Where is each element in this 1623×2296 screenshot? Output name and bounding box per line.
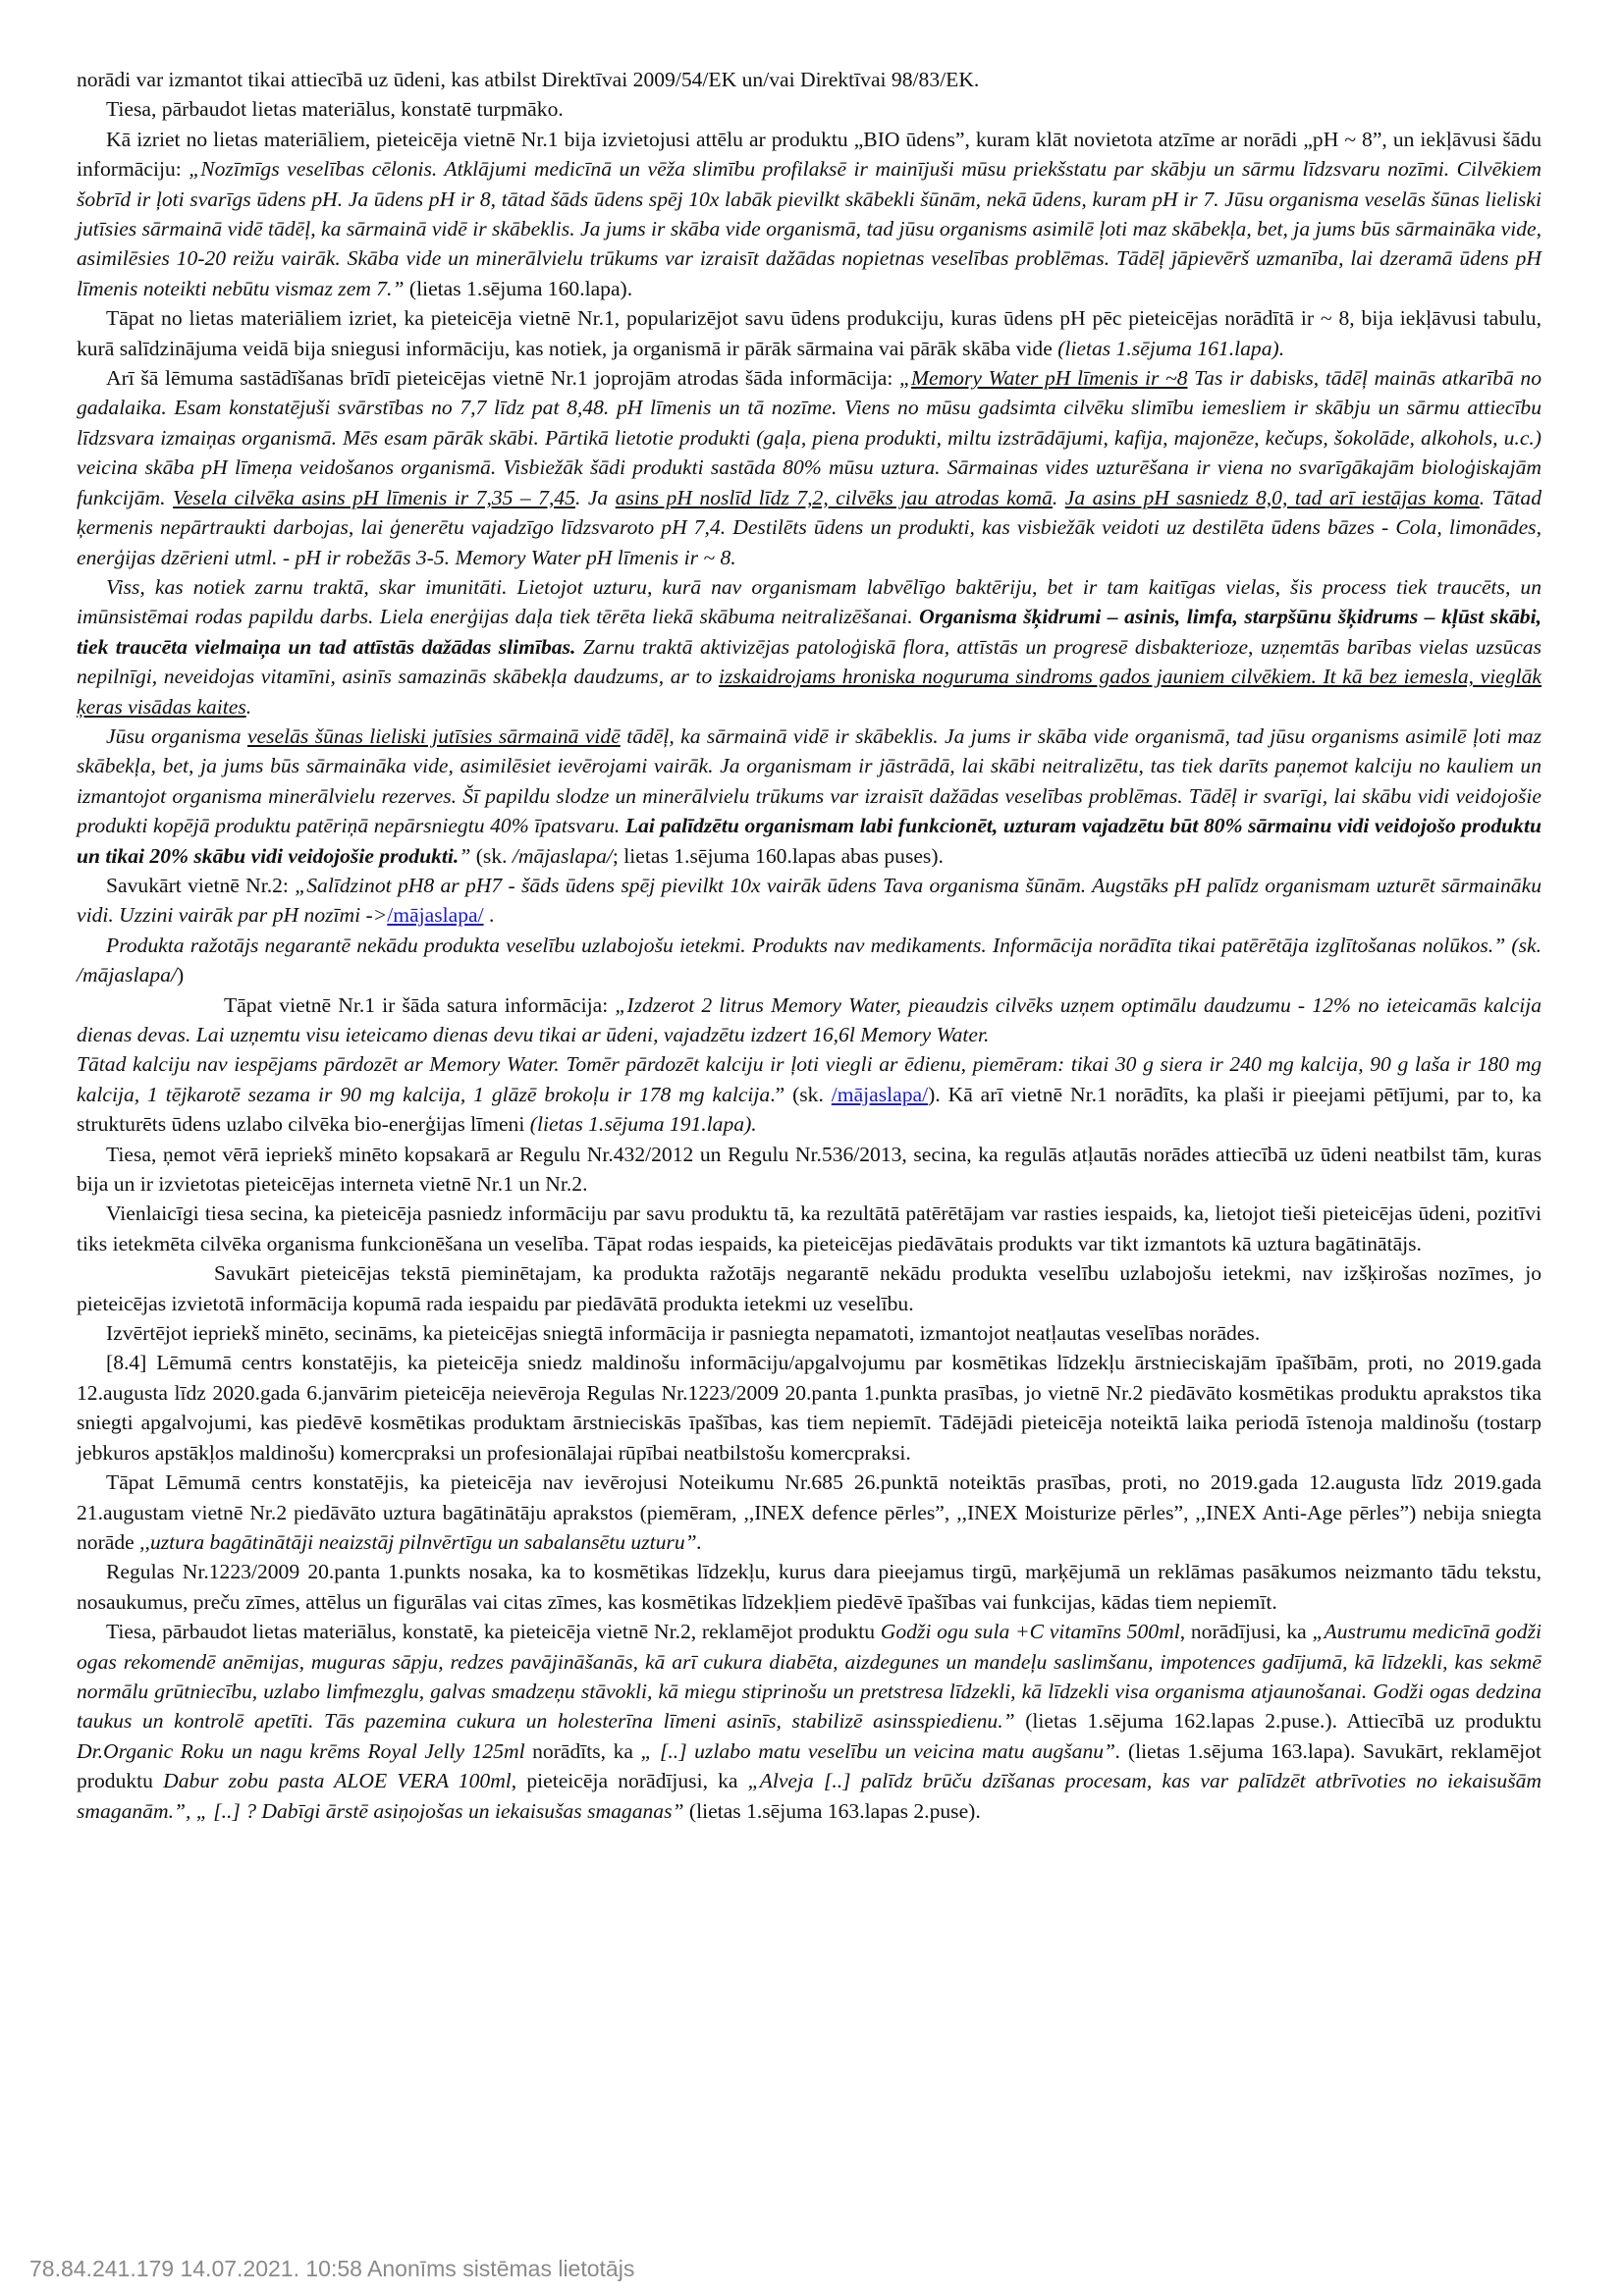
text-segment: Dabur zobu pasta ALOE VERA 100ml [163,1769,512,1793]
text-segment: /mājaslapa/ [512,843,613,868]
text-segment: Regulas Nr.1223/2009 20.panta 1.punkts nosaka, ka to kosmētikas līdzekļu, kurus dara pieejamus tirgū, marķējumā un reklāmas pasākumos neizmanto tādu tekstu, nosaukumus, preču zīmes, attēlus un figurālas vai citas zīmes, kas kosmētikas līdzekļiem piedēvē īpašības vai funkcijas, kādas tiem nepiemīt. [77,1560,1542,1614]
text-segment: Dr.Organic Roku un nagu krēms Royal Jelly 125ml [77,1738,525,1763]
text-segment: . Tātad ķermenis nepārtraukti darbojas, lai ģenerētu vajadzīgo līdzsvaroto pH 7,4. Destilēts ūdens un produkti, kas visbiežāk veidoti uz destilēta ūdens bāzes - Cola, limonādes, enerģijas dzērieni utml. - pH ir robežās 3-5. Memory Water pH līmenis ir ~ 8. [77,485,1542,569]
text-segment: norādīts, ka [524,1738,641,1763]
text-segment: Kā izriet no lietas materiāliem, pieteicēja vietnē Nr.1 bija izvietojusi attēlu ar produktu „BIO ūdens”, kuram klāt novietota atzīme ar norādi „pH ~ 8”, un iekļāvusi šādu informāciju: [77,127,1542,182]
text-segment: ,,uztura bagātinātāji neaizstāj pilnvērtīgu un sabalansētu uzturu”. [139,1529,703,1554]
website-link[interactable]: /mājaslapa/ [831,1082,929,1106]
paragraph [77,1199,1542,1258]
text-segment: (lietas 1.sējuma 161.lapa). [1057,336,1285,360]
paragraph [77,1617,1542,1826]
paragraph [77,94,1542,124]
text-segment: , norādījusi, ka [1179,1620,1313,1644]
text-segment: . [483,903,495,928]
text-segment: izskaidrojams hroniska noguruma sindroms gados jauniem cilvēkiem. It kā bez iemesla, vieglāk ķeras visādas kaites [77,665,1542,719]
text-segment: Viss, kas notiek zarnu traktā, skar imunitāti. Lietojot uzturu, kurā nav organismam labvēlīgo baktēriju, bet ir tam kaitīgas vielas, šis process tiek traucēts, un imūnsistēmai rodas papildu darbs. Liela enerģijas daļa tiek tērēta liekā skābuma neitralizēšanai. [77,574,1542,629]
text-segment: Tāpat vietnē Nr.1 ir šāda satura informācija: [224,992,616,1017]
text-segment: (lietas 1.sējuma 191.lapa). [529,1112,757,1137]
text-segment: (lietas 1.sējuma 162.lapas 2.puse.). Attiecībā uz produktu [1014,1709,1542,1734]
text-segment: , pieteicēja norādījusi, ka [511,1769,748,1793]
text-segment: „ [898,366,911,391]
text-segment: norādi var izmantot tikai attiecībā uz ūdeni, kas atbilst Direktīvai 2009/54/EK un/vai Direktīvai 98/83/EK. [77,68,980,91]
paragraph [77,65,1542,94]
text-segment: . [245,694,252,719]
text-segment: ). Kā arī vietnē Nr.1 norādīts, ka plaši ir pieejami pētījumi, par to, ka strukturēts ūdens uzlabo cilvēka bio-enerģijas līmeni [77,1082,1542,1137]
text-segment: Tiesa, pārbaudot lietas materiālus, konstatē turpmāko. [106,97,564,122]
text-segment: „Izdzerot 2 litrus Memory Water, pieaudzis cilvēks uzņem optimālu daudzumu - 12% no ieteicamās kalcija dienas devas. Lai uzņemtu visu ieteicamo dienas devu tikai ar ūdeni, vajadzētu izdzert 16,6l Memory Water. [77,992,1542,1046]
text-segment: Ja asins pH sasniedz 8,0, tad arī iestājas koma [1064,485,1480,509]
text-segment: „Nozīmīgs veselības cēlonis. Atklājumi medicīnā un vēža slimību profilaksē ir mainījuši mūsu priekšstatu par skābju un sārmu līdzsvaru nozīmi. Cilvēkiem šobrīd ir ļoti svarīgs ūdens pH. Ja ūdens pH ir 8, tātad šāds ūdens spēj 10x labāk pievilkt skābekli šūnām, nekā ūdens, kuram pH ir 7. Jūsu organisma veselās šūnas lieliski jutīsies sārmainā vidē tādēļ, ka sārmainā vidē ir skābeklis. Ja jums ir skāba vide organismā, tad jūsu organisms asimilē ļoti maz skābekļa, bet, ja jums būs sārmaināka vide, asimilēsies 10-20 reižu vairāk. Skāba vide un minerālvielu trūkums var izraisīt dažādas nopietnas veselības problēmas. Tādēļ jāpievērš uzmanība, lai dzeramā ūdens pH līmenis noteikti nebūtu vismaz zem 7.” [77,157,1542,300]
text-segment: asins pH noslīd līdz 7,2, cilvēks jau atrodas komā [615,485,1053,509]
paragraph [77,1318,1542,1348]
text-segment: [8.4] Lēmumā centrs konstatējis, ka pieteicēja sniedz maldinošu informāciju/apgalvojumu par kosmētikas līdzekļu ārstnieciskajām īpašībām, proti, no 2019.gada 12.augusta līdz 2020.gada 6.janvārim pieteicēja neievēroja Regulas Nr.1223/2009 20.panta 1.punkta prasības, jo vietnē Nr.2 piedāvāto kosmētikas produktu aprakstos tika sniegti apgalvojumi, kas piedēvē kosmētikas produktam ārstnieciskās īpašības, kas tiem nepiemīt. Tādējādi pieteicēja noteiktā laika periodā īstenoja maldinošu (tostarp jebkuros apstākļos maldinošu) komercpraksi un profesionālajai rūpībai neatbilstošu komercpraksi. [77,1351,1542,1465]
text-segment: ; lietas 1.sējuma 160.lapas abas puses). [612,843,944,868]
text-segment: „Salīdzinot pH8 ar pH7 - šāds ūdens spēj pievilkt 10x vairāk ūdens Tava organisma šūnām. Augstāks pH palīdz organismam uzturēt sārmaināku vidi. Uzzini vairāk par pH nozīmi -> [77,873,1542,928]
paragraph [77,363,1542,572]
text-segment: Tiesa, ņemot vērā iepriekš minēto kopsakarā ar Regulu Nr.432/2012 un Regulu Nr.536/2013, secina, ka regulās atļautās norādes attiecībā uz ūdeni neatbilst tām, kuras bija un ir izvietotas pieteicējas interneta vietnē Nr.1 un Nr.2. [77,1142,1542,1197]
text-segment: Memory Water pH līmenis ir ~8 [911,366,1188,391]
text-segment: Tiesa, pārbaudot lietas materiālus, konstatē, ka pieteicēja vietnē Nr.2, reklamējot produktu [106,1620,881,1644]
document-body [77,65,1542,1826]
paragraph [77,931,1542,990]
text-segment: „Austrumu medicīnā godži ogas rekomendē anēmijas, muguras sāpju, redzes pavājināšanās, kā arī cukura diabēta, aizdegunes un mandeļu saslimšanu, impotences gadījumā, kā līdzekli, kas sekmē normālu grūtniecību, uzlabo limfmezglu, galvas smadzeņu stāvokli, kā miegu stiprinošu un pretstresa līdzekli, kā līdzekli visa organisma atjaunošanai. Godži ogas dedzina taukus un kontrolē apetīti. Tās pazemina cukura un holesterīna līmeni asinīs, stabilizē asinsspiedienu.” [77,1620,1542,1734]
text-segment: ” [459,843,471,868]
text-segment: Arī šā lēmuma sastādīšanas brīdī pieteicējas vietnē Nr.1 joprojām atrodas šāda informācija: [106,366,899,391]
text-segment: Vesela cilvēka asins pH līmenis ir 7,35 – 7,45 [173,485,575,509]
text-segment: „Alveja [..] palīdz brūču dzīšanas procesam, kas var palīdzēt atbrīvoties no iekaisušām smaganām.”, „ [..] ? Dabīgi ārstē asiņojošas un iekaisušas smaganas” [77,1769,1542,1823]
text-segment: . [1052,485,1065,509]
paragraph [77,990,1542,1050]
text-segment: tādēļ, ka sārmainā vidē ir skābeklis. Ja jums ir skāba vide organismā, tad jūsu organisms asimilē ļoti maz skābekļa, bet, ja jums būs sārmaināka vide, asimilēsiet ievērojami vairāk. Ja organismam ir jāstrādā, lai skābi neitralizētu, tas tiek darīts paņemot kalciju no kauliem un izmantojot organisma minerālvielu rezerves. Šī papildu slodze un minerālvielu trūkums var izraisīt dažādas veselības problēmas. Tādēļ ir svarīgi, lai skābu vidi veidojošie produkti kopējā produktu patēriņā nepārsniegtu 40% īpatsvaru. [77,723,1542,838]
website-link[interactable]: /mājaslapa/ [387,903,484,928]
text-segment: Izvērtējot iepriekš minēto, secināms, ka pieteicējas sniegtā informācija ir pasniegta nepamatoti, izmantojot neatļautas veselības norādes. [106,1321,1261,1346]
text-segment: Lai palīdzētu organismam labi funkcionēt, uzturam vajadzētu būt 80% sārmainu vidi veidojošo produktu un tikai 20% skābu vidi veidojošie produkti. [77,814,1542,868]
paragraph [77,1468,1542,1557]
paragraph [77,572,1542,721]
text-segment: Savukārt vietnē Nr.2: [106,873,296,897]
text-segment: Zarnu traktā aktivizējas patoloģiskā flora, attīstās un progresē disbakterioze, uzņemtās barības vielas uzsūcas nepilnīgi, neveidojas vitamīni, asinīs samazinās skābekļa daudzums, ar to [77,634,1542,689]
text-segment: „ [..] uzlabo matu veselību un veicina matu augšanu”. [640,1738,1121,1763]
paragraph [77,303,1542,363]
text-segment: Vienlaicīgi tiesa secina, ka pieteicēja pasniedz informāciju par savu produktu tā, ka rezultātā patērētājam var rasties iespaids, ka, lietojot tieši pieteicējas ūdeni, pozitīvi tiks ietekmēta cilvēka organisma funkcionēšana un veselība. Tāpat rodas iespaids, ka pieteicējas piedāvātais produkts var tikt izmantots kā uztura bagātinātājs. [77,1201,1542,1255]
text-segment: Jūsu organisma [106,723,247,748]
text-segment: Tāpat Lēmumā centrs konstatējis, ka pieteicēja nav ievērojusi Noteikumu Nr.685 26.punktā noteiktās prasības, proti, no 2019.gada 12.augusta līdz 2019.gada 21.augustam vietnē Nr.2 piedāvāto uztura bagātinātāju aprakstos (piemēram, ,,INEX defence pērles”, ,,INEX Moisturize pērles”, ,,INEX Anti-Age pērles”) nebija sniegta norāde [77,1470,1542,1554]
text-segment: (lietas 1.sējuma 163.lapas 2.puse). [683,1798,981,1823]
text-segment: Tas ir dabisks, tādēļ mainās atkarībā no gadalaika. Esam konstatējuši svārstības no 7,7 līdz pat 8,48. pH līmenis un tā nozīme. Viens no mūsu gadsimta cilvēku slimību iemesliem ir skābju un sārmu attiecību līdzsvara izmaiņas organismā. Mēs esam pārāk skābi. Pārtikā lietotie produkti (gaļa, piena produkti, miltu izstrādājumi, kafija, majonēze, kečups, šokolāde, alkohols, u.c.) veicina skāba pH līmeņa veidošanos organismā. Visbiežāk šādi produkti sastāda 80% mūsu uztura. Sārmainas vides uzturēšana ir viena no svarīgākajām bioloģiskajām funkcijām. [77,366,1542,509]
paragraph [77,871,1542,931]
text-segment: Produkta ražotājs negarantē nekādu produkta veselību uzlabojošu ietekmi. Produkts nav medikaments. Informācija norādīta tikai patērētāja izglītošanas nolūkos.” (sk. /mājaslapa/ [77,933,1542,988]
text-segment: Organisma šķidrumi – asinis, limfa, starpšūnu šķidrums – kļūst skābi, tiek traucēta vielmaiņa un tad attīstās dažādas slimības. [77,605,1542,659]
text-segment: Godži ogu sula +C vitamīns 500ml [880,1620,1180,1644]
text-segment: Tātad kalciju nav iespējams pārdozēt ar Memory Water. Tomēr pārdozēt kalciju ir ļoti viegli ar ēdienu, piemēram: tikai 30 g siera ir 240 mg kalcija, 90 g laša ir 180 mg kalcija, 1 tējkarotē sezama ir 90 mg kalcija, 1 glāzē brokoļu ir 178 mg kalcija [77,1052,1542,1106]
paragraph [77,1557,1542,1617]
paragraph [77,125,1542,303]
text-segment: (lietas 1.sējuma 163.lapa). Savukārt, reklamējot produktu [77,1738,1542,1793]
paragraph [77,1258,1542,1318]
paragraph [77,1049,1542,1139]
text-segment: Savukārt pieteicējas tekstā pieminētajam, ka produkta ražotājs negarantē nekādu produkta veselību uzlabojošu ietekmi, nav izšķirošas nozīmes, jo pieteicējas izvietotā informācija kopumā rada iespaidu par piedāvātā produkta ietekmi uz veselību. [77,1261,1542,1315]
paragraph [77,1348,1542,1468]
text-segment: ) [176,963,185,988]
text-segment: veselās šūnas lieliski jutīsies sārmainā vidē [246,723,621,748]
text-segment: (sk. [470,843,513,868]
text-segment: (lietas 1.sējuma 160.lapa). [404,276,633,300]
text-segment: Tāpat no lietas materiāliem izriet, ka pieteicēja vietnē Nr.1, popularizējot savu ūdens produkciju, kuras ūdens pH pēc pieteicējas norādītā ir ~ 8, bija iekļāvusi tabulu, kurā salīdzinājuma veidā bija sniegusi informāciju, kas notiek, ja organismā ir pārāk sārmaina vai pārāk skāba vide [77,306,1542,360]
text-segment: . Ja [574,485,616,509]
text-segment: .” (sk. [770,1082,832,1106]
access-footer: 78.84.241.179 14.07.2021. 10:58 Anonīms sistēmas lietotājs [29,2256,635,2281]
paragraph [77,721,1542,871]
paragraph [77,1140,1542,1200]
